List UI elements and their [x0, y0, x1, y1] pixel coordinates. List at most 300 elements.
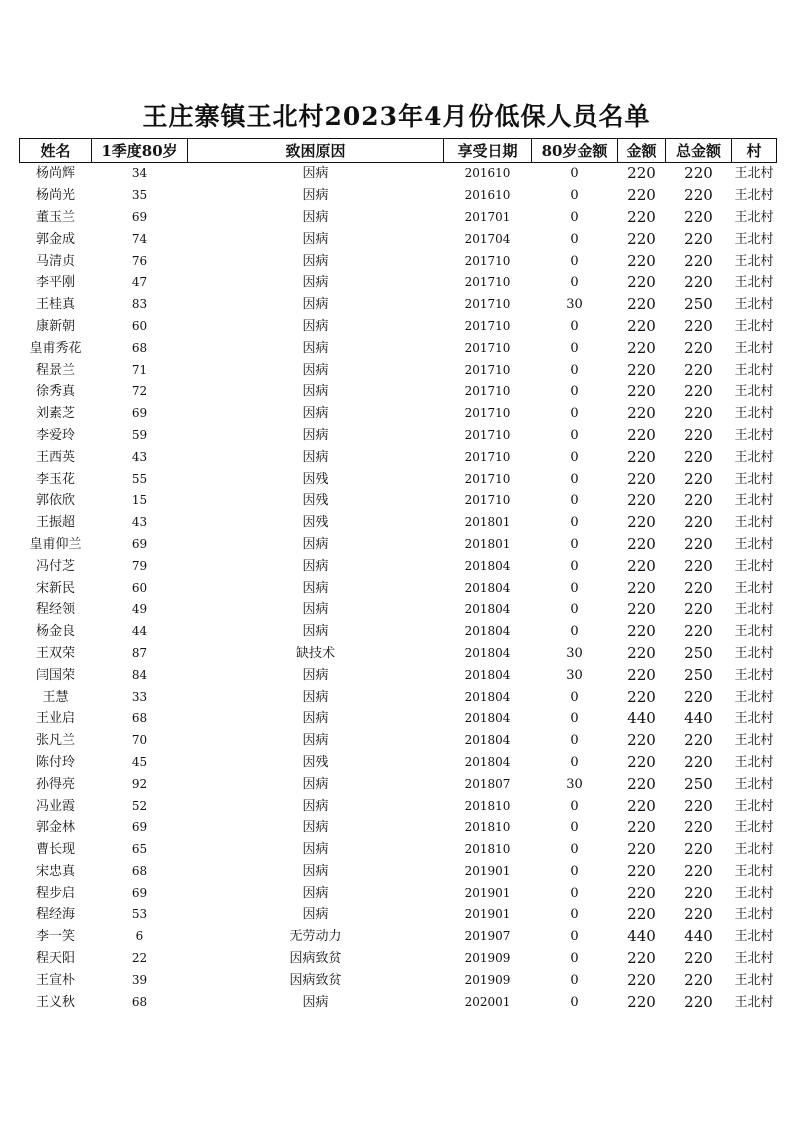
cell-amount: 220: [627, 229, 656, 248]
cell-name: 康新朝: [35, 318, 75, 334]
cell-eighty-amount: 0: [570, 449, 579, 465]
cell-amount: 220: [627, 818, 656, 837]
col-header-name: 姓名: [20, 139, 92, 163]
cell-village: 王北村: [734, 318, 774, 334]
cell-eighty-amount: 0: [570, 580, 579, 596]
cell-village: 王北村: [734, 558, 774, 574]
cell-village: 王北村: [734, 820, 774, 836]
cell-eighty-amount: 0: [570, 885, 579, 901]
cell-date: 201710: [464, 362, 511, 377]
cell-village: 王北村: [734, 275, 774, 291]
cell-eighty-amount: 0: [570, 842, 579, 858]
table-row: [20, 359, 777, 381]
page-title: 王庄寨镇王北村2023年4月份低保人员名单: [142, 102, 651, 131]
table-row: [20, 294, 777, 316]
table-row: [20, 752, 777, 774]
cell-age: 68: [131, 711, 148, 726]
cell-total: 220: [684, 447, 713, 466]
cell-name: 宋新民: [35, 580, 75, 596]
cell-eighty-amount: 0: [570, 427, 579, 443]
cell-name: 皇甫仰兰: [29, 536, 82, 552]
col-header-date: 享受日期: [444, 139, 532, 163]
cell-name: 马清贞: [35, 253, 75, 269]
table-row: [20, 534, 777, 556]
table-row: [20, 839, 777, 861]
cell-age: 69: [131, 536, 148, 551]
cell-eighty-amount: 0: [570, 231, 579, 247]
cell-age: 60: [131, 580, 148, 595]
cell-eighty-amount: 0: [570, 493, 579, 509]
cell-eighty-amount: 0: [570, 536, 579, 552]
cell-name: 李玉花: [35, 471, 75, 487]
cell-date: 201901: [464, 863, 511, 878]
cell-amount: 220: [627, 949, 656, 968]
cell-amount: 220: [627, 360, 656, 379]
cell-name: 王西英: [35, 449, 75, 465]
cell-eighty-amount: 0: [570, 515, 579, 531]
cell-reason: 因病: [302, 449, 329, 465]
cell-village: 王北村: [734, 188, 774, 204]
cell-eighty-amount: 0: [570, 972, 579, 988]
col-header-total: 总金额: [666, 139, 732, 163]
table-row: [20, 730, 777, 752]
cell-age: 87: [131, 645, 148, 660]
cell-eighty-amount: 0: [570, 624, 579, 640]
cell-eighty-amount: 0: [570, 820, 579, 836]
cell-reason: 因病: [302, 863, 329, 879]
cell-date: 201810: [464, 820, 511, 835]
cell-age: 53: [131, 907, 148, 922]
cell-eighty-amount: 30: [566, 776, 583, 792]
cell-name: 闫国荣: [35, 667, 75, 683]
cell-village: 王北村: [734, 733, 774, 749]
cell-amount: 220: [627, 600, 656, 619]
table-row: [20, 926, 777, 948]
cell-date: 201801: [464, 536, 511, 551]
cell-eighty-amount: 0: [570, 558, 579, 574]
cell-amount: 220: [627, 273, 656, 292]
cell-name: 王业启: [35, 711, 75, 727]
cell-village: 王北村: [734, 427, 774, 443]
cell-village: 王北村: [734, 340, 774, 356]
table-row: [20, 490, 777, 512]
col-header-reason: 致困原因: [188, 139, 444, 163]
cell-total: 220: [684, 469, 713, 488]
cell-date: 201801: [464, 515, 511, 530]
cell-date: 201804: [464, 667, 511, 682]
cell-name: 程经领: [35, 602, 75, 618]
cell-name: 冯业霞: [35, 798, 75, 814]
cell-eighty-amount: 0: [570, 275, 579, 291]
cell-age: 33: [131, 689, 148, 704]
cell-name: 徐秀真: [35, 384, 75, 400]
cell-village: 王北村: [734, 754, 774, 770]
cell-date: 201610: [464, 188, 511, 203]
cell-age: 34: [131, 166, 148, 181]
cell-reason: 因病: [302, 166, 329, 182]
cell-reason: 因病: [302, 384, 329, 400]
cell-date: 201710: [464, 340, 511, 355]
cell-eighty-amount: 30: [566, 297, 583, 313]
cell-age: 68: [131, 340, 148, 355]
cell-total: 220: [684, 622, 713, 641]
cell-age: 35: [131, 188, 148, 203]
cell-name: 陈付玲: [35, 754, 75, 770]
cell-date: 201710: [464, 471, 511, 486]
cell-total: 220: [684, 251, 713, 270]
cell-name: 杨尚光: [35, 188, 75, 204]
cell-date: 201710: [464, 297, 511, 312]
cell-reason: 因病: [302, 776, 329, 792]
cell-age: 84: [131, 667, 148, 682]
cell-date: 201701: [464, 209, 511, 224]
col-header-amount: 金额: [618, 139, 666, 163]
table-row: [20, 817, 777, 839]
cell-reason: 因病: [302, 733, 329, 749]
cell-village: 王北村: [734, 297, 774, 313]
cell-total: 220: [684, 796, 713, 815]
cell-eighty-amount: 0: [570, 406, 579, 422]
cell-date: 201807: [464, 776, 511, 791]
cell-date: 201710: [464, 318, 511, 333]
cell-village: 王北村: [734, 711, 774, 727]
cell-total: 220: [684, 338, 713, 357]
cell-village: 王北村: [734, 885, 774, 901]
cell-amount: 220: [627, 534, 656, 553]
cell-reason: 因病: [302, 362, 329, 378]
table-row: [20, 948, 777, 970]
table-row: [20, 664, 777, 686]
cell-reason: 因病: [302, 667, 329, 683]
cell-name: 宋忠真: [35, 863, 75, 879]
cell-date: 201901: [464, 907, 511, 922]
cell-total: 220: [684, 731, 713, 750]
col-header-eighty-amount: 80岁金额: [532, 139, 618, 163]
cell-date: 201710: [464, 449, 511, 464]
cell-amount: 220: [627, 491, 656, 510]
cell-village: 王北村: [734, 166, 774, 182]
table-row: [20, 969, 777, 991]
cell-age: 70: [131, 733, 148, 748]
cell-name: 王慧: [42, 689, 69, 705]
cell-eighty-amount: 30: [566, 667, 583, 683]
cell-date: 201907: [464, 929, 511, 944]
table-row: [20, 882, 777, 904]
cell-reason: 因病: [302, 209, 329, 225]
table-row: [20, 904, 777, 926]
cell-age: 71: [131, 362, 148, 377]
cell-reason: 因病: [302, 275, 329, 291]
cell-village: 王北村: [734, 362, 774, 378]
cell-total: 440: [684, 709, 713, 728]
cell-name: 李爱玲: [35, 427, 75, 443]
cell-total: 220: [684, 949, 713, 968]
cell-name: 皇甫秀花: [29, 340, 82, 356]
cell-total: 220: [684, 164, 713, 183]
cell-amount: 220: [627, 643, 656, 662]
cell-date: 201704: [464, 231, 511, 246]
cell-eighty-amount: 0: [570, 340, 579, 356]
cell-village: 王北村: [734, 972, 774, 988]
cell-village: 王北村: [734, 907, 774, 923]
cell-eighty-amount: 0: [570, 209, 579, 225]
cell-age: 92: [131, 776, 148, 791]
cell-total: 220: [684, 360, 713, 379]
cell-age: 52: [131, 798, 148, 813]
table-row: [20, 643, 777, 665]
cell-village: 王北村: [734, 798, 774, 814]
cell-amount: 220: [627, 425, 656, 444]
cell-total: 220: [684, 905, 713, 924]
cell-amount: 220: [627, 687, 656, 706]
cell-eighty-amount: 0: [570, 733, 579, 749]
cell-amount: 220: [627, 622, 656, 641]
table-row: [20, 403, 777, 425]
table-row: [20, 861, 777, 883]
cell-amount: 220: [627, 404, 656, 423]
cell-total: 220: [684, 491, 713, 510]
cell-age: 43: [131, 515, 148, 530]
table-row: [20, 468, 777, 490]
cell-total: 220: [684, 992, 713, 1011]
cell-reason: 因病: [302, 340, 329, 356]
cell-age: 60: [131, 318, 148, 333]
cell-total: 220: [684, 425, 713, 444]
cell-date: 201710: [464, 275, 511, 290]
cell-reason: 因病: [302, 318, 329, 334]
cell-date: 201710: [464, 427, 511, 442]
cell-village: 王北村: [734, 667, 774, 683]
cell-reason: 因病: [302, 689, 329, 705]
cell-total: 220: [684, 970, 713, 989]
cell-eighty-amount: 0: [570, 253, 579, 269]
cell-amount: 220: [627, 905, 656, 924]
cell-eighty-amount: 0: [570, 384, 579, 400]
cell-eighty-amount: 0: [570, 318, 579, 334]
cell-reason: 因病: [302, 602, 329, 618]
cell-total: 220: [684, 861, 713, 880]
roster-table: [19, 138, 777, 1013]
cell-date: 201804: [464, 711, 511, 726]
cell-age: 69: [131, 406, 148, 421]
cell-name: 程步启: [35, 885, 75, 901]
cell-reason: 因病: [302, 994, 329, 1010]
cell-amount: 220: [627, 207, 656, 226]
cell-eighty-amount: 0: [570, 863, 579, 879]
cell-village: 王北村: [734, 689, 774, 705]
cell-age: 69: [131, 209, 148, 224]
cell-age: 47: [131, 275, 148, 290]
cell-total: 220: [684, 273, 713, 292]
cell-age: 69: [131, 885, 148, 900]
cell-reason: 无劳动力: [289, 929, 342, 945]
cell-village: 王北村: [734, 776, 774, 792]
cell-date: 201804: [464, 602, 511, 617]
cell-age: 49: [131, 602, 148, 617]
table-row: [20, 381, 777, 403]
cell-eighty-amount: 0: [570, 994, 579, 1010]
cell-amount: 220: [627, 186, 656, 205]
table-row: [20, 185, 777, 207]
cell-reason: 因病: [302, 885, 329, 901]
cell-amount: 220: [627, 578, 656, 597]
table-row: [20, 773, 777, 795]
cell-reason: 缺技术: [295, 645, 335, 661]
cell-age: 69: [131, 820, 148, 835]
cell-eighty-amount: 0: [570, 471, 579, 487]
cell-name: 曹长现: [35, 842, 75, 858]
cell-age: 68: [131, 994, 148, 1009]
cell-total: 220: [684, 316, 713, 335]
cell-age: 55: [131, 471, 148, 486]
cell-village: 王北村: [734, 536, 774, 552]
cell-total: 220: [684, 578, 713, 597]
cell-date: 202001: [464, 994, 511, 1009]
cell-name: 董玉兰: [35, 209, 75, 225]
cell-age: 44: [131, 624, 148, 639]
cell-age: 6: [135, 929, 144, 944]
cell-amount: 220: [627, 469, 656, 488]
table-row: [20, 163, 777, 185]
cell-age: 72: [131, 384, 148, 399]
cell-amount: 220: [627, 382, 656, 401]
cell-name: 杨尚辉: [35, 166, 75, 182]
cell-village: 王北村: [734, 493, 774, 509]
cell-reason: 因病致贫: [289, 951, 342, 967]
cell-amount: 220: [627, 970, 656, 989]
cell-total: 220: [684, 556, 713, 575]
cell-reason: 因病致贫: [289, 972, 342, 988]
cell-eighty-amount: 0: [570, 166, 579, 182]
cell-name: 程天阳: [35, 951, 75, 967]
cell-reason: 因病: [302, 297, 329, 313]
cell-village: 王北村: [734, 842, 774, 858]
cell-date: 201710: [464, 384, 511, 399]
table-row: [20, 425, 777, 447]
table-row: [20, 991, 777, 1013]
table-row: [20, 621, 777, 643]
cell-total: 250: [684, 774, 713, 793]
cell-amount: 220: [627, 164, 656, 183]
cell-eighty-amount: 0: [570, 602, 579, 618]
cell-village: 王北村: [734, 449, 774, 465]
cell-reason: 因病: [302, 907, 329, 923]
cell-village: 王北村: [734, 624, 774, 640]
cell-reason: 因病: [302, 624, 329, 640]
table-row: [20, 599, 777, 621]
cell-amount: 220: [627, 447, 656, 466]
cell-amount: 220: [627, 295, 656, 314]
table-row: [20, 686, 777, 708]
cell-eighty-amount: 0: [570, 754, 579, 770]
cell-total: 220: [684, 840, 713, 859]
cell-date: 201710: [464, 406, 511, 421]
roster-body: [20, 163, 777, 1014]
cell-total: 220: [684, 883, 713, 902]
cell-total: 220: [684, 600, 713, 619]
cell-eighty-amount: 30: [566, 645, 583, 661]
cell-amount: 220: [627, 774, 656, 793]
table-row: [20, 250, 777, 272]
cell-amount: 440: [627, 927, 656, 946]
table-row: [20, 577, 777, 599]
cell-name: 王宣朴: [35, 972, 75, 988]
cell-reason: 因病: [302, 427, 329, 443]
table-row: [20, 446, 777, 468]
cell-reason: 因病: [302, 406, 329, 422]
cell-date: 201804: [464, 689, 511, 704]
cell-date: 201909: [464, 951, 511, 966]
cell-age: 45: [131, 754, 148, 769]
cell-village: 王北村: [734, 994, 774, 1010]
cell-total: 440: [684, 927, 713, 946]
table-row: [20, 207, 777, 229]
table-row: [20, 228, 777, 250]
cell-date: 201810: [464, 798, 511, 813]
table-row: [20, 795, 777, 817]
cell-eighty-amount: 0: [570, 907, 579, 923]
cell-name: 冯付芝: [35, 558, 75, 574]
cell-age: 74: [131, 231, 148, 246]
cell-age: 15: [131, 493, 148, 508]
cell-reason: 因病: [302, 820, 329, 836]
cell-village: 王北村: [734, 253, 774, 269]
cell-date: 201804: [464, 733, 511, 748]
cell-eighty-amount: 0: [570, 929, 579, 945]
cell-village: 王北村: [734, 406, 774, 422]
cell-reason: 因病: [302, 580, 329, 596]
cell-reason: 因病: [302, 711, 329, 727]
cell-age: 68: [131, 863, 148, 878]
cell-date: 201804: [464, 754, 511, 769]
cell-village: 王北村: [734, 471, 774, 487]
cell-amount: 220: [627, 556, 656, 575]
cell-age: 79: [131, 558, 148, 573]
cell-total: 250: [684, 295, 713, 314]
cell-age: 83: [131, 297, 148, 312]
cell-date: 201804: [464, 645, 511, 660]
table-row: [20, 272, 777, 294]
cell-total: 220: [684, 513, 713, 532]
cell-amount: 220: [627, 316, 656, 335]
cell-total: 220: [684, 687, 713, 706]
cell-total: 220: [684, 186, 713, 205]
cell-reason: 因病: [302, 253, 329, 269]
cell-total: 250: [684, 643, 713, 662]
cell-eighty-amount: 0: [570, 362, 579, 378]
cell-village: 王北村: [734, 209, 774, 225]
cell-amount: 220: [627, 513, 656, 532]
col-header-village: 村: [732, 139, 777, 163]
cell-amount: 220: [627, 861, 656, 880]
cell-date: 201810: [464, 842, 511, 857]
cell-age: 43: [131, 449, 148, 464]
table-row: [20, 555, 777, 577]
cell-total: 220: [684, 752, 713, 771]
cell-eighty-amount: 0: [570, 711, 579, 727]
cell-age: 59: [131, 427, 148, 442]
cell-date: 201710: [464, 253, 511, 268]
cell-village: 王北村: [734, 863, 774, 879]
cell-amount: 220: [627, 752, 656, 771]
cell-total: 220: [684, 207, 713, 226]
cell-age: 39: [131, 972, 148, 987]
header-row: [20, 139, 777, 163]
cell-village: 王北村: [734, 929, 774, 945]
cell-amount: 220: [627, 731, 656, 750]
cell-name: 李一笑: [35, 929, 75, 945]
cell-eighty-amount: 0: [570, 798, 579, 814]
